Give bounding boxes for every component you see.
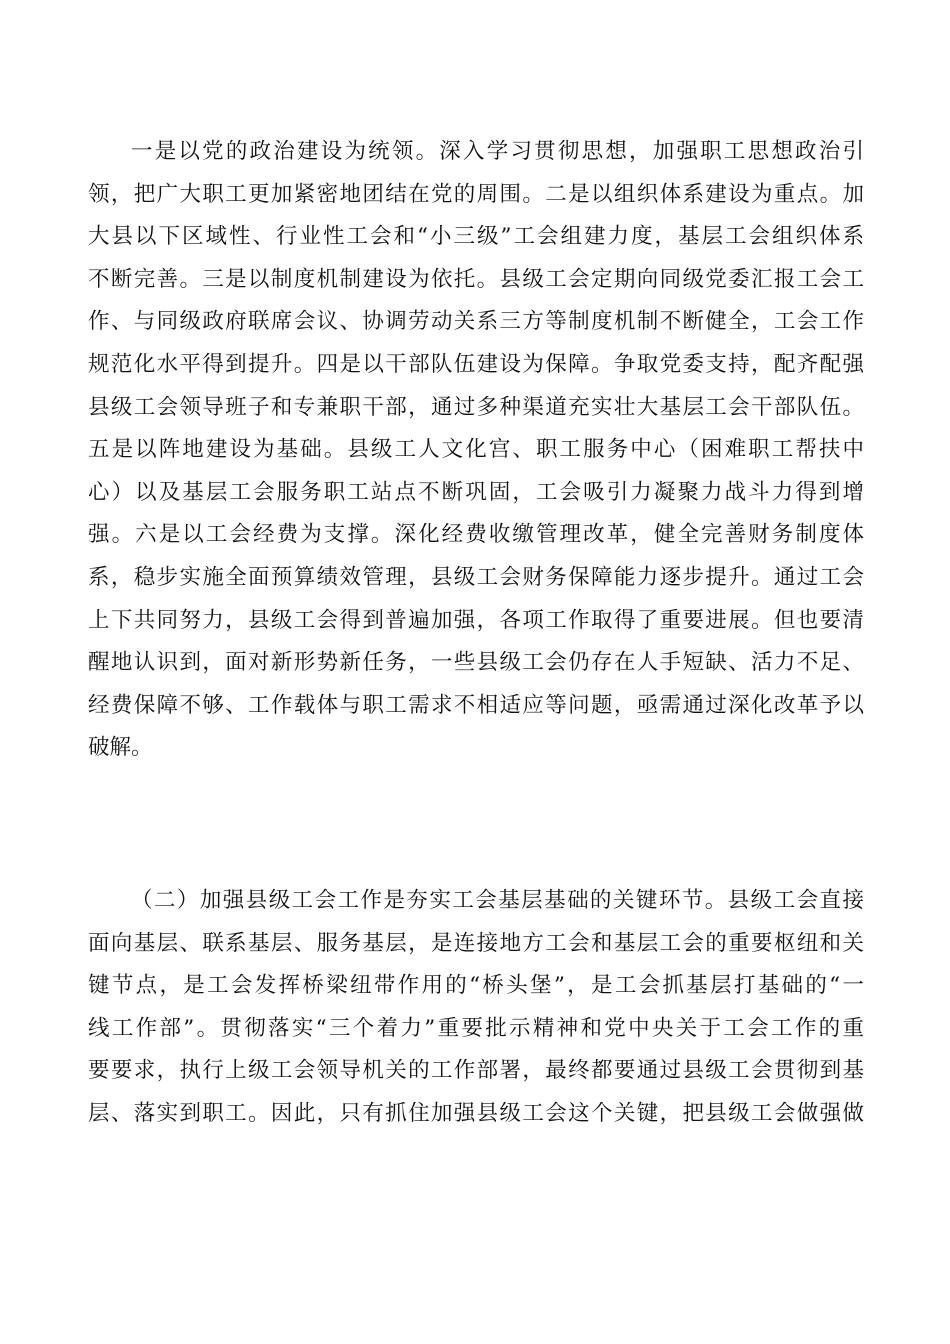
paragraph-line: 系，稳步实施全面预算绩效管理，县级工会财务保障能力逐步提升。通过工会 [88,564,864,590]
paragraph-line: 领，把广大职工更加紧密地团结在党的周围。二是以组织体系建设为重点。加 [88,181,864,207]
paragraph-2 [88,880,864,1136]
paragraph-line: （二）加强县级工会工作是夯实工会基层基础的关键环节。县级工会直接 [131,888,864,913]
paragraph-line: 破解。 [88,735,153,761]
paragraph-line: 不断完善。三是以制度机制建设为依托。县级工会定期向同级党委汇报工会工 [88,266,864,292]
paragraph-line: 线工作部”。贯彻落实“三个着力”重要批示精神和党中央关于工会工作的重 [88,1015,864,1041]
paragraph-line: 规范化水平得到提升。四是以干部队伍建设为保障。争取党委支持，配齐配强 [88,351,864,377]
paragraph-line: 作、与同级政府联席会议、协调劳动关系三方等制度机制不断健全，工会工作 [88,309,864,335]
paragraph-line: 键节点，是工会发挥桥梁纽带作用的“桥头堡”，是工会抓基层打基础的“一 [88,973,864,999]
paragraph-line: 上下共同努力，县级工会得到普遍加强，各项工作取得了重要进展。但也要清 [88,607,864,633]
paragraph-line: 强。六是以工会经费为支撑。深化经费收缴管理改革，健全完善财务制度体 [88,522,864,548]
paragraph-line: 大县以下区域性、行业性工会和“小三级”工会组建力度，基层工会组织体系 [88,224,864,250]
paragraph-line: 要要求，执行上级工会领导机关的工作部署，最终都要通过县级工会贯彻到基 [88,1058,864,1084]
paragraph-line: 五是以阵地建设为基础。县级工人文化宫、职工服务中心（困难职工帮扶中 [88,437,864,463]
paragraph-line: 醒地认识到，面对新形势新任务，一些县级工会仍存在人手短缺、活力不足、 [88,650,864,676]
paragraph-line: 一是以党的政治建设为统领。深入学习贯彻思想，加强职工思想政治引 [131,139,864,164]
paragraph-line: 面向基层、联系基层、服务基层，是连接地方工会和基层工会的重要枢纽和关 [88,930,864,956]
paragraph-line: 经费保障不够、工作载体与职工需求不相适应等问题，亟需通过深化改革予以 [88,692,864,718]
paragraph-1 [88,131,864,770]
paragraph-line: 县级工会领导班子和专兼职干部，通过多种渠道充实壮大基层工会干部队伍。 [88,394,864,420]
paragraph-line: 心）以及基层工会服务职工站点不断巩固，工会吸引力凝聚力战斗力得到增 [88,479,864,505]
paragraph-line: 层、落实到职工。因此，只有抓住加强县级工会这个关键，把县级工会做强做 [88,1100,864,1126]
